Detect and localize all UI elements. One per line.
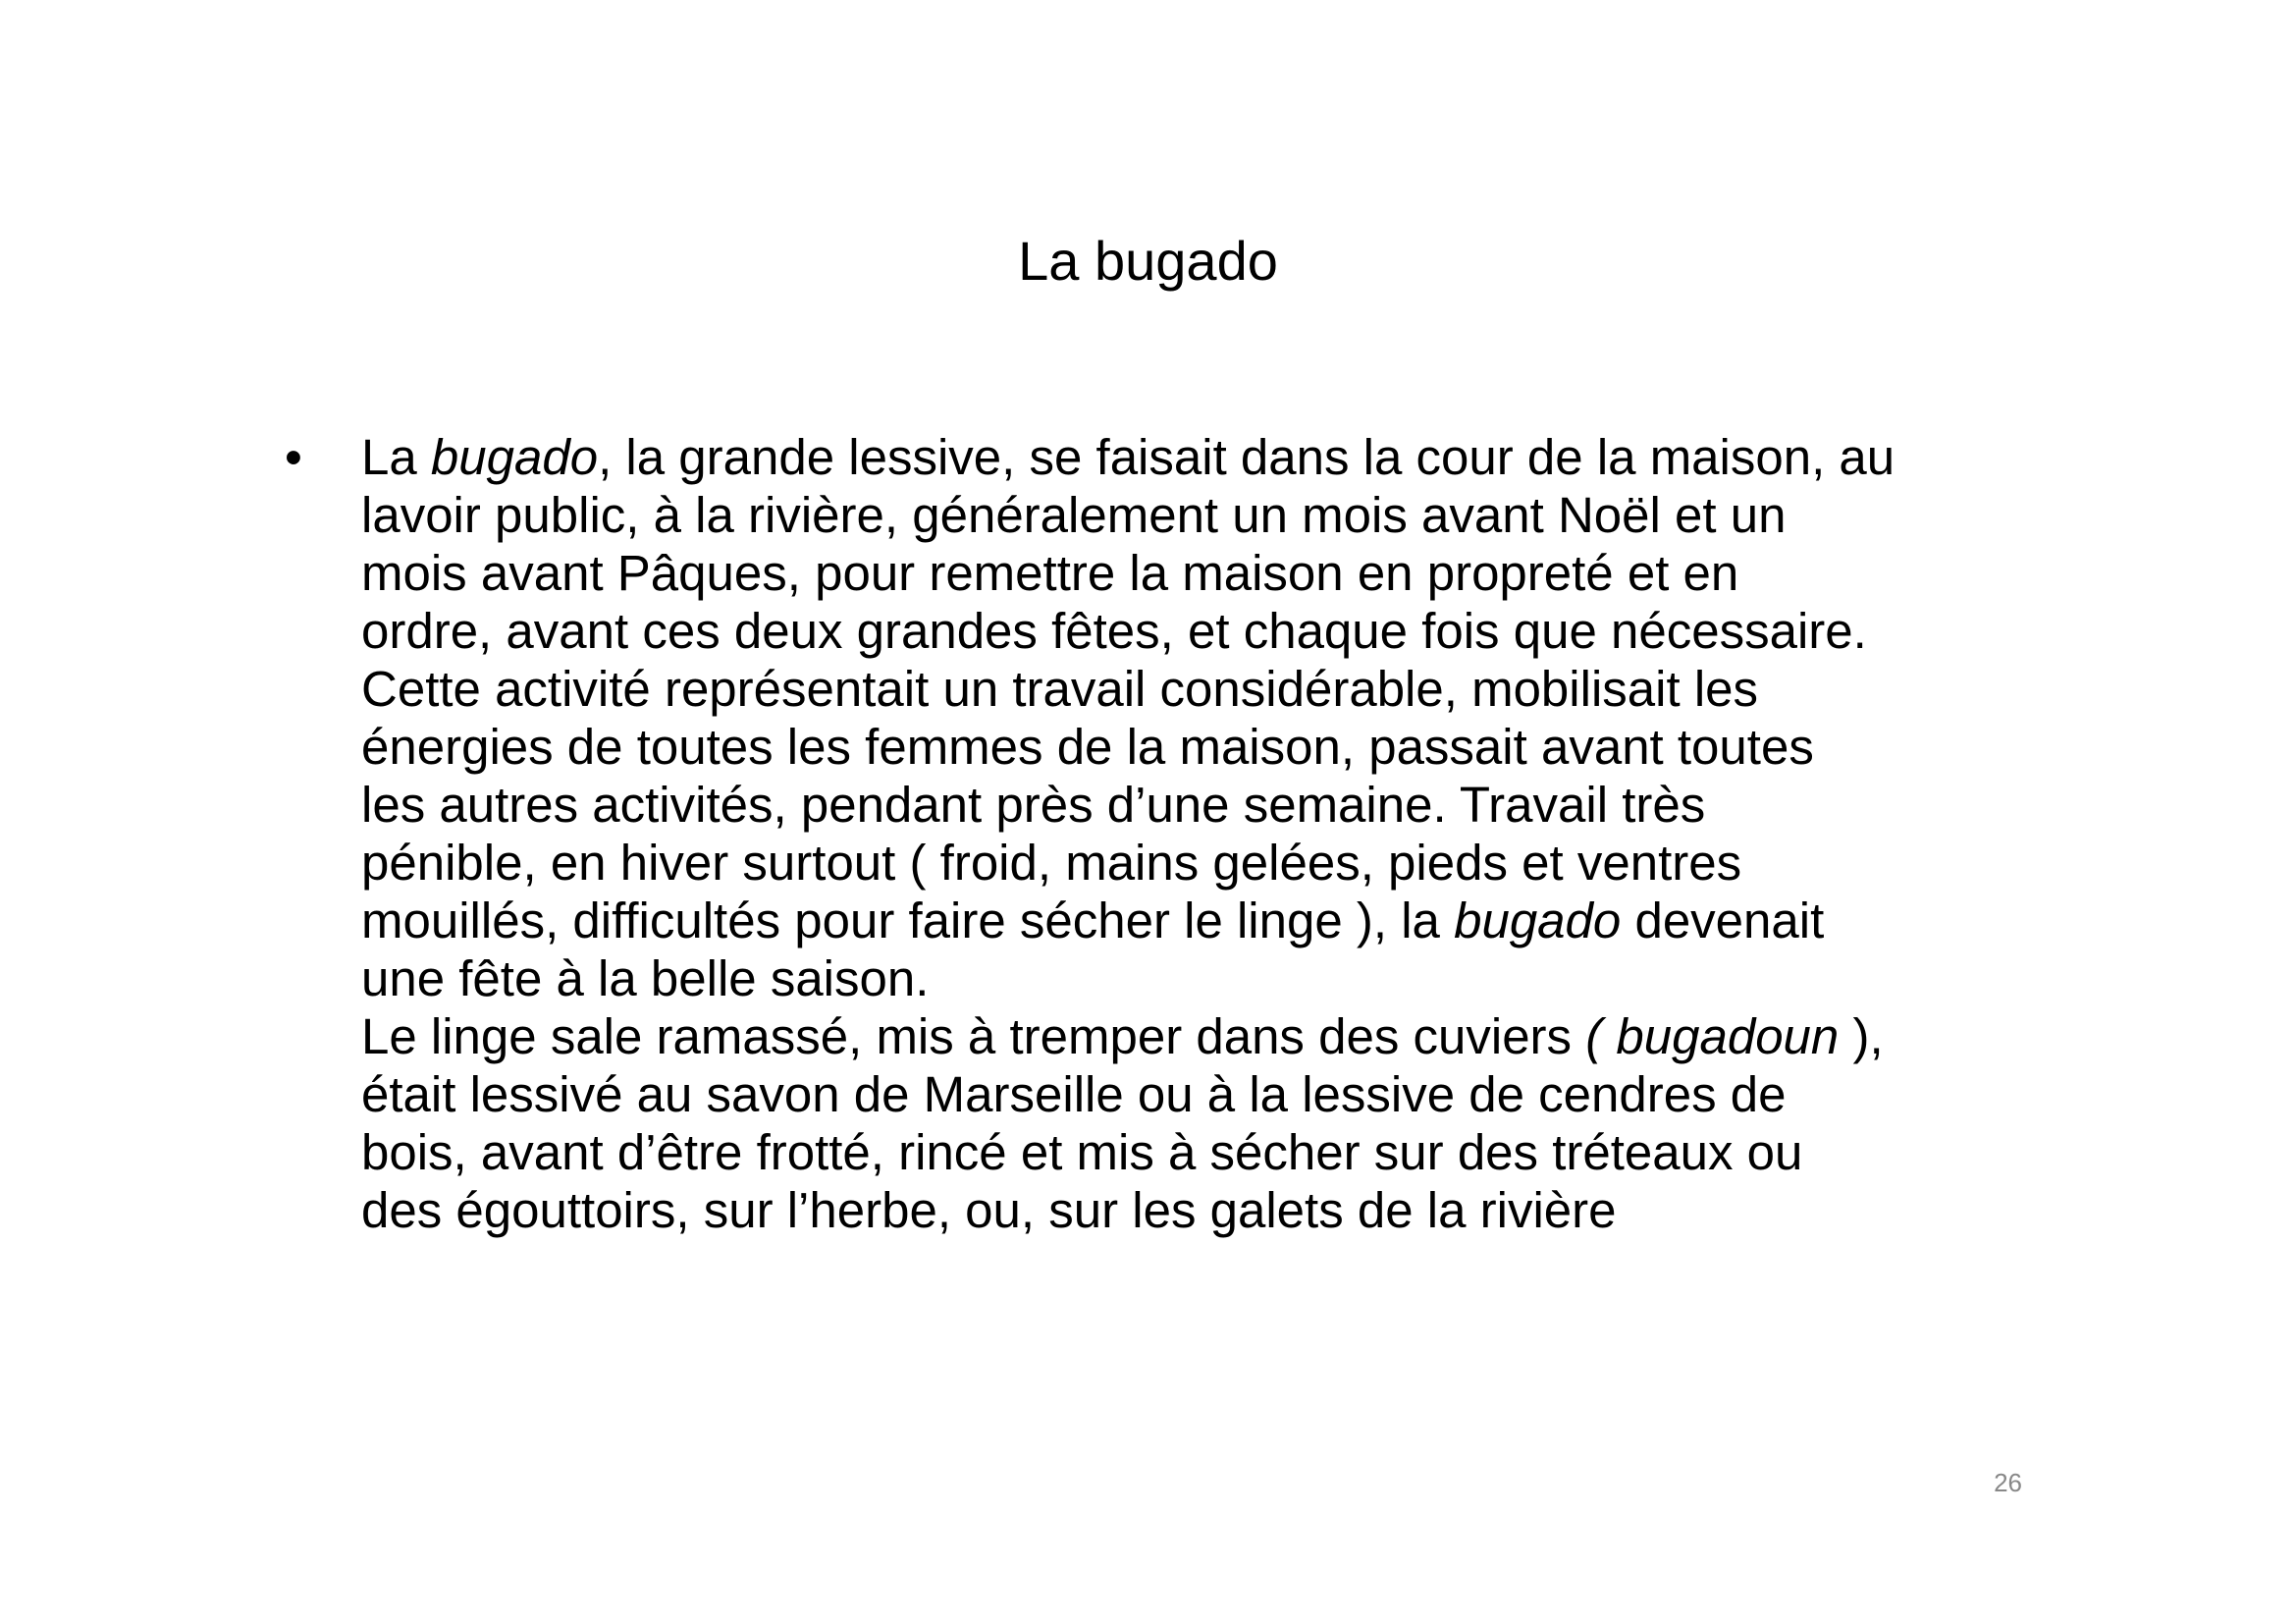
text-line	[361, 660, 2050, 718]
text-line	[361, 1007, 2050, 1065]
text-run: Le linge sale ramassé, mis à tremper dans des cuviers	[361, 1008, 1586, 1064]
bullet-text	[361, 428, 2050, 1239]
text-run: bois, avant d’être frotté, rincé et mis à sécher sur des tréteaux ou	[361, 1124, 1803, 1180]
text-run: une fête à la belle saison.	[361, 950, 930, 1006]
bullet-icon: •	[285, 429, 302, 485]
italic-term: bugado	[1454, 893, 1622, 948]
text-run: mouillés, difficultés pour faire sécher le linge ), la	[361, 893, 1455, 948]
text-run: devenait	[1621, 893, 1825, 948]
text-line	[361, 1065, 2050, 1123]
text-line	[361, 949, 2050, 1007]
text-run: était lessivé au savon de Marseille ou à la lessive de cendres de	[361, 1066, 1787, 1122]
text-run: ordre, avant ces deux grandes fêtes, et chaque fois que nécessaire.	[361, 603, 1867, 659]
text-line	[361, 486, 2050, 544]
text-run: énergies de toutes les femmes de la maison, passait avant toutes	[361, 719, 1814, 775]
text-line	[361, 1181, 2050, 1239]
text-run: pénible, en hiver surtout ( froid, mains gelées, pieds et ventres	[361, 835, 1742, 891]
text-run: Cette activité représentait un travail considérable, mobilisait les	[361, 661, 1759, 717]
page-number: 26	[1994, 1468, 2022, 1497]
text-line	[361, 892, 2050, 949]
text-line	[361, 428, 2050, 486]
text-line	[361, 1123, 2050, 1181]
text-line	[361, 834, 2050, 892]
text-run: les autres activités, pendant près d’une semaine. Travail très	[361, 777, 1706, 833]
text-run: ),	[1839, 1008, 1884, 1064]
text-run: lavoir public, à la rivière, généralement un mois avant Noël et un	[361, 487, 1787, 543]
italic-term: ( bugadoun	[1585, 1008, 1840, 1064]
text-run: , la grande lessive, se faisait dans la cour de la maison, au	[598, 429, 1896, 485]
text-line	[361, 602, 2050, 660]
italic-term: bugado	[430, 429, 599, 485]
text-run: La	[361, 429, 431, 485]
text-run: mois avant Pâques, pour remettre la maison en propreté et en	[361, 545, 1739, 601]
text-run: des égouttoirs, sur l’herbe, ou, sur les galets de la rivière	[361, 1182, 1617, 1238]
slide-title: La bugado	[1018, 230, 1278, 292]
text-line	[361, 776, 2050, 834]
text-line	[361, 544, 2050, 602]
text-line	[361, 718, 2050, 776]
